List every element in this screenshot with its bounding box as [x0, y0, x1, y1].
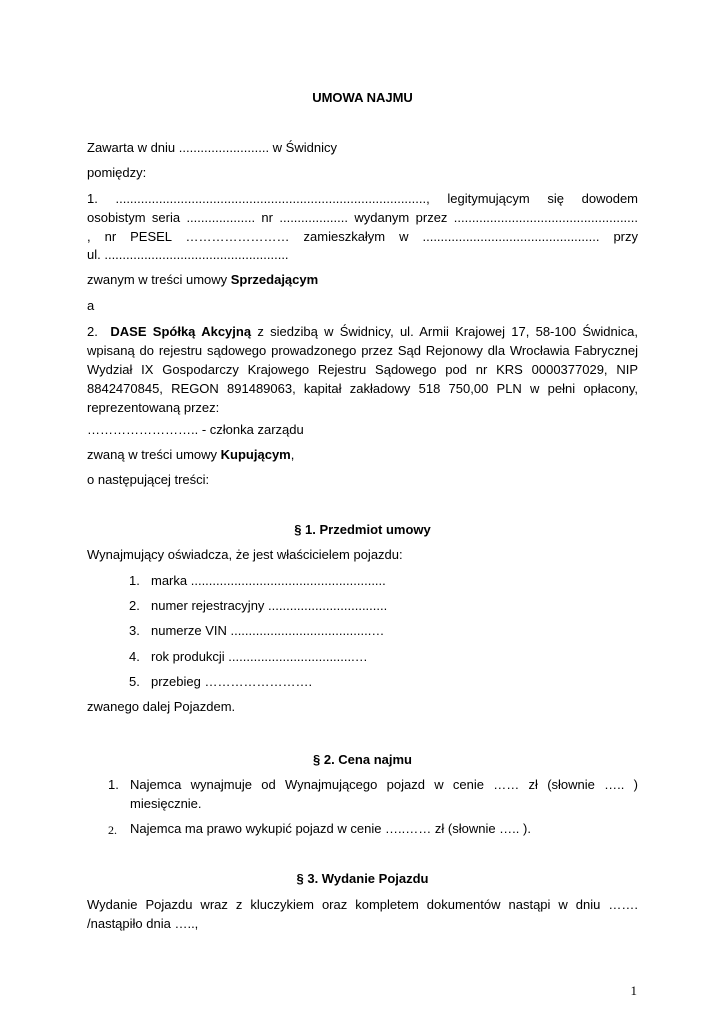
section3-line2: /nastąpiło dnia …..,	[87, 916, 199, 931]
party2-paragraph: 2. DASE Spółką Akcyjną z siedzibą w Świdnicy, ul. Armii Krajowej 17, 58-100 Świdnica, wpisaną do rejestru sądowego prowadzonego przez Sąd Rejonowy dla Wrocławia Fabrycznej Wydział IX Gospodarczy Krajowego Rejestru Sądowego pod nr KRS 0000377029, NIP 8842470845, REGON 891489063, kapitał zakładowy 518 750,00 PLN w pełni opłacony, reprezentowaną przez:	[87, 324, 638, 415]
registration-number-item: numer rejestracyjny .................................	[151, 598, 388, 613]
item-number: 2.	[108, 823, 117, 837]
buyout-item: Najemca ma prawo wykupić pojazd w cenie …..…… zł (słownie ….. ).	[130, 821, 531, 836]
item-number: 5.	[129, 674, 140, 689]
item-number: 2.	[129, 598, 140, 613]
document-title: UMOWA NAJMU	[312, 90, 413, 105]
party2-role: zwaną w treści umowy Kupującym,	[87, 447, 295, 462]
concluded-line: Zawarta w dniu ......................... w Świdnicy	[87, 140, 337, 155]
content-intro: o następującej treści:	[87, 472, 210, 487]
section3-line1: Wydanie Pojazdu wraz z kluczykiem oraz kompletem dokumentów nastąpi w dniu …….	[87, 897, 638, 912]
item-number: 1.	[108, 777, 119, 792]
mileage-item: przebieg …………………….	[151, 674, 313, 689]
section2-heading: § 2. Cena najmu	[313, 752, 412, 767]
item-number: 1.	[129, 573, 140, 588]
vehicle-make-item: marka ......................................................	[151, 573, 386, 588]
party1-line1: 1. ......................................................................................, legitymującym się dowodem	[87, 191, 638, 206]
item-number: 4.	[129, 649, 140, 664]
price-item-line2: miesięcznie.	[130, 796, 202, 811]
section1-heading: § 1. Przedmiot umowy	[294, 522, 431, 537]
section1-intro: Wynajmujący oświadcza, że jest właścicielem pojazdu:	[87, 547, 403, 562]
vin-item: numerze VIN .......................................…	[151, 623, 385, 638]
section3-heading: § 3. Wydanie Pojazdu	[296, 871, 429, 886]
between-line: pomiędzy:	[87, 165, 147, 180]
party1-line2: osobistym seria ................... nr ................... wydanym przez ...................................................	[87, 210, 638, 225]
party1-line3: , nr PESEL …………………… zamieszkałym w ................................................. przy	[87, 229, 638, 244]
section1-outro: zwanego dalej Pojazdem.	[87, 699, 236, 714]
party2-representative: …………………….. - członka zarządu	[87, 422, 304, 437]
production-year-item: rok produkcji ...................................…	[151, 649, 368, 664]
price-item-line1: Najemca wynajmuje od Wynajmującego pojazd w cenie …… zł (słownie ….. )	[130, 777, 638, 792]
conjunction: a	[87, 298, 95, 313]
party1-role: zwanym w treści umowy Sprzedającym	[87, 272, 319, 287]
item-number: 3.	[129, 623, 140, 638]
page-number: 1	[630, 983, 637, 998]
party1-line4: ul. ...................................................	[87, 247, 289, 262]
